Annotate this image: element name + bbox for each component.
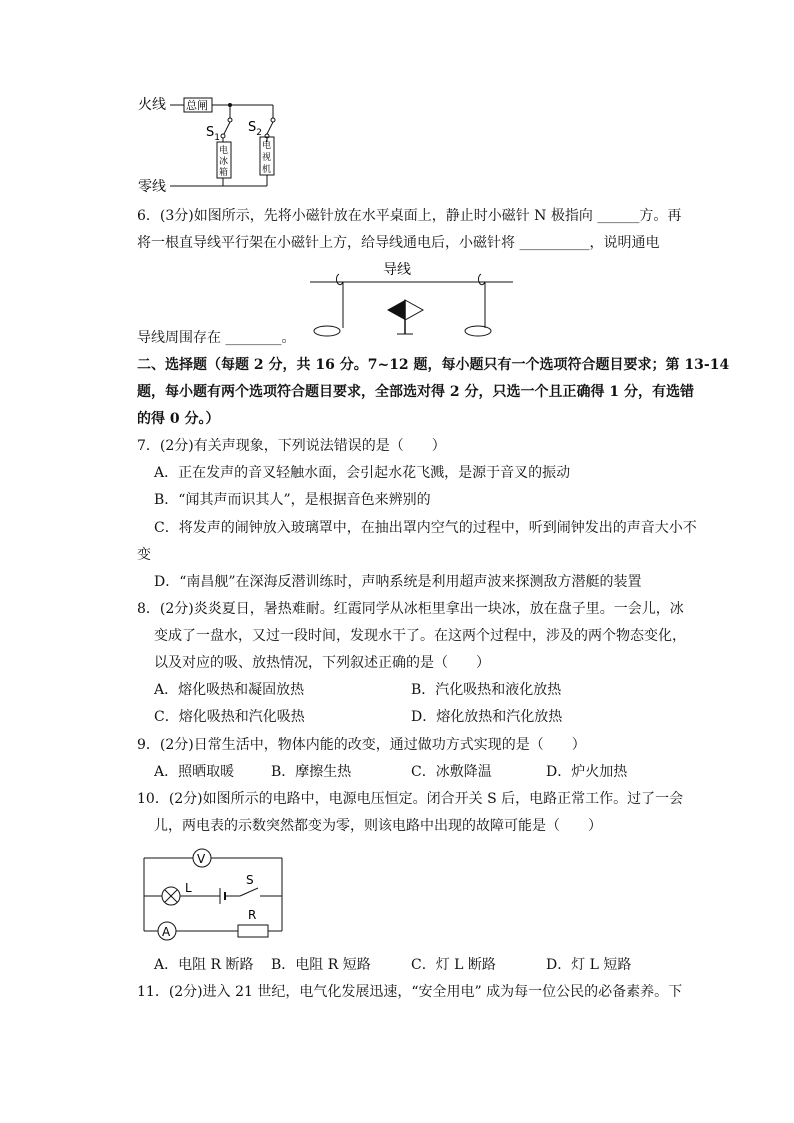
resistor xyxy=(238,925,268,937)
q6-line-2: 将一根直导线平行架在小磁针上方，给导线通电后，小磁针将 __________，说明通电 xyxy=(137,235,660,251)
neutral-wire-label: 零线 xyxy=(138,179,166,195)
q6-line-3: 导线周围存在 ________。 xyxy=(137,330,296,346)
q8-stem-2: 变成了一盘水，又过一段时间，发现水干了。在这两个过程中，涉及的两个物态变化， xyxy=(154,628,686,644)
live-wire-label: 火线 xyxy=(138,97,166,113)
lamp-label: L xyxy=(185,881,192,895)
q10-option-a: A．电阻 R 断路 xyxy=(154,957,254,973)
q10-option-d: D．灯 L 短路 xyxy=(546,957,632,973)
resistor-label: R xyxy=(248,908,257,922)
switch-s1-label: $S_1$ xyxy=(206,125,220,143)
compass-needle xyxy=(387,300,423,334)
household-circuit-diagram xyxy=(130,90,300,198)
fridge-char-3: 箱 xyxy=(219,168,229,178)
switch xyxy=(240,888,258,896)
q6-line-1: 6．(3分)如图所示，先将小磁针放在水平桌面上，静止时小磁针 N 极指向 ______方。再 xyxy=(137,208,682,224)
breaker-label: 总闸 xyxy=(186,99,208,112)
q11-stem-1: 11．(2分)进入 21 世纪，电气化发展迅速，“安全用电” 成为每一位公民的必备素养。下 xyxy=(137,984,683,1000)
q7-option-b: B．“闻其声而识其人”，是根据音色来辨别的 xyxy=(154,492,431,508)
section2-line-3: 的得 0 分。） xyxy=(137,411,220,427)
q8-option-b: B．汽化吸热和液化放热 xyxy=(411,682,562,698)
q8-option-c: C．熔化吸热和汽化吸热 xyxy=(154,709,305,725)
ammeter-label: A xyxy=(162,925,171,939)
q10-circuit-diagram xyxy=(140,846,290,946)
section2-line-2: 题，每小题有两个选项符合题目要求，全部选对得 2 分，只选一个且正确得 1 分，有选错 xyxy=(137,384,694,400)
q8-stem-3: 以及对应的吸、放热情况，下列叙述正确的是（ ） xyxy=(154,655,490,671)
tv-char-2: 视 xyxy=(262,153,272,163)
q10-stem-1: 10．(2分)如图所示的电路中，电源电压恒定。闭合开关 S 后，电路正常工作。过了一会 xyxy=(137,791,684,807)
compass-wire-diagram xyxy=(305,258,520,343)
q10-stem-2: 儿，两电表的示数突然都变为零，则该电路中出现的故障可能是（ ） xyxy=(154,818,602,834)
q7-stem: 7．(2分)有关声现象，下列说法错误的是（ ） xyxy=(137,438,446,454)
q7-option-c-line-2: 变 xyxy=(137,547,151,563)
wire-label: 导线 xyxy=(383,262,411,278)
q8-option-a: A．熔化吸热和凝固放热 xyxy=(154,682,305,698)
q7-option-c-line-1: C．将发声的闹钟放入玻璃罩中，在抽出罩内空气的过程中，听到闹钟发出的声音大小不 xyxy=(154,520,697,536)
q9-option-c: C．冰敷降温 xyxy=(411,764,492,780)
section2-line-1: 二、选择题（每题 2 分，共 16 分。7~12 题，每小题只有一个选项符合题目要求；第 13-14 xyxy=(137,357,730,373)
q9-option-d: D．炉火加热 xyxy=(546,764,628,780)
q9-stem: 9．(2分)日常生活中，物体内能的改变，通过做功方式实现的是（ ） xyxy=(137,737,586,753)
tv-char-1: 电 xyxy=(262,141,272,151)
q9-option-b: B．摩擦生热 xyxy=(271,764,352,780)
switch-label: S xyxy=(246,873,254,887)
voltmeter-label: V xyxy=(197,852,206,866)
tv-char-3: 机 xyxy=(262,165,272,175)
fridge-char-2: 冰 xyxy=(219,157,229,167)
q10-option-b: B．电阻 R 短路 xyxy=(271,957,371,973)
switch-s2-label: $S_2$ xyxy=(248,120,262,138)
q8-option-d: D．熔化放热和汽化放热 xyxy=(411,709,563,725)
q7-option-d: D．“南昌舰”在深海反潜训练时，声呐系统是利用超声波来探测敌方潜艇的装置 xyxy=(154,574,642,590)
fridge-char-1: 电 xyxy=(219,146,229,156)
q8-stem-1: 8．(2分)炎炎夏日，暑热难耐。红霞同学从冰柜里拿出一块冰，放在盘子里。一会儿，冰 xyxy=(137,601,684,617)
q7-option-a: A．正在发声的音叉轻触水面，会引起水花飞溅，是源于音叉的振动 xyxy=(154,465,571,481)
q10-option-c: C．灯 L 断路 xyxy=(411,957,496,973)
q9-option-a: A．照晒取暖 xyxy=(154,764,235,780)
